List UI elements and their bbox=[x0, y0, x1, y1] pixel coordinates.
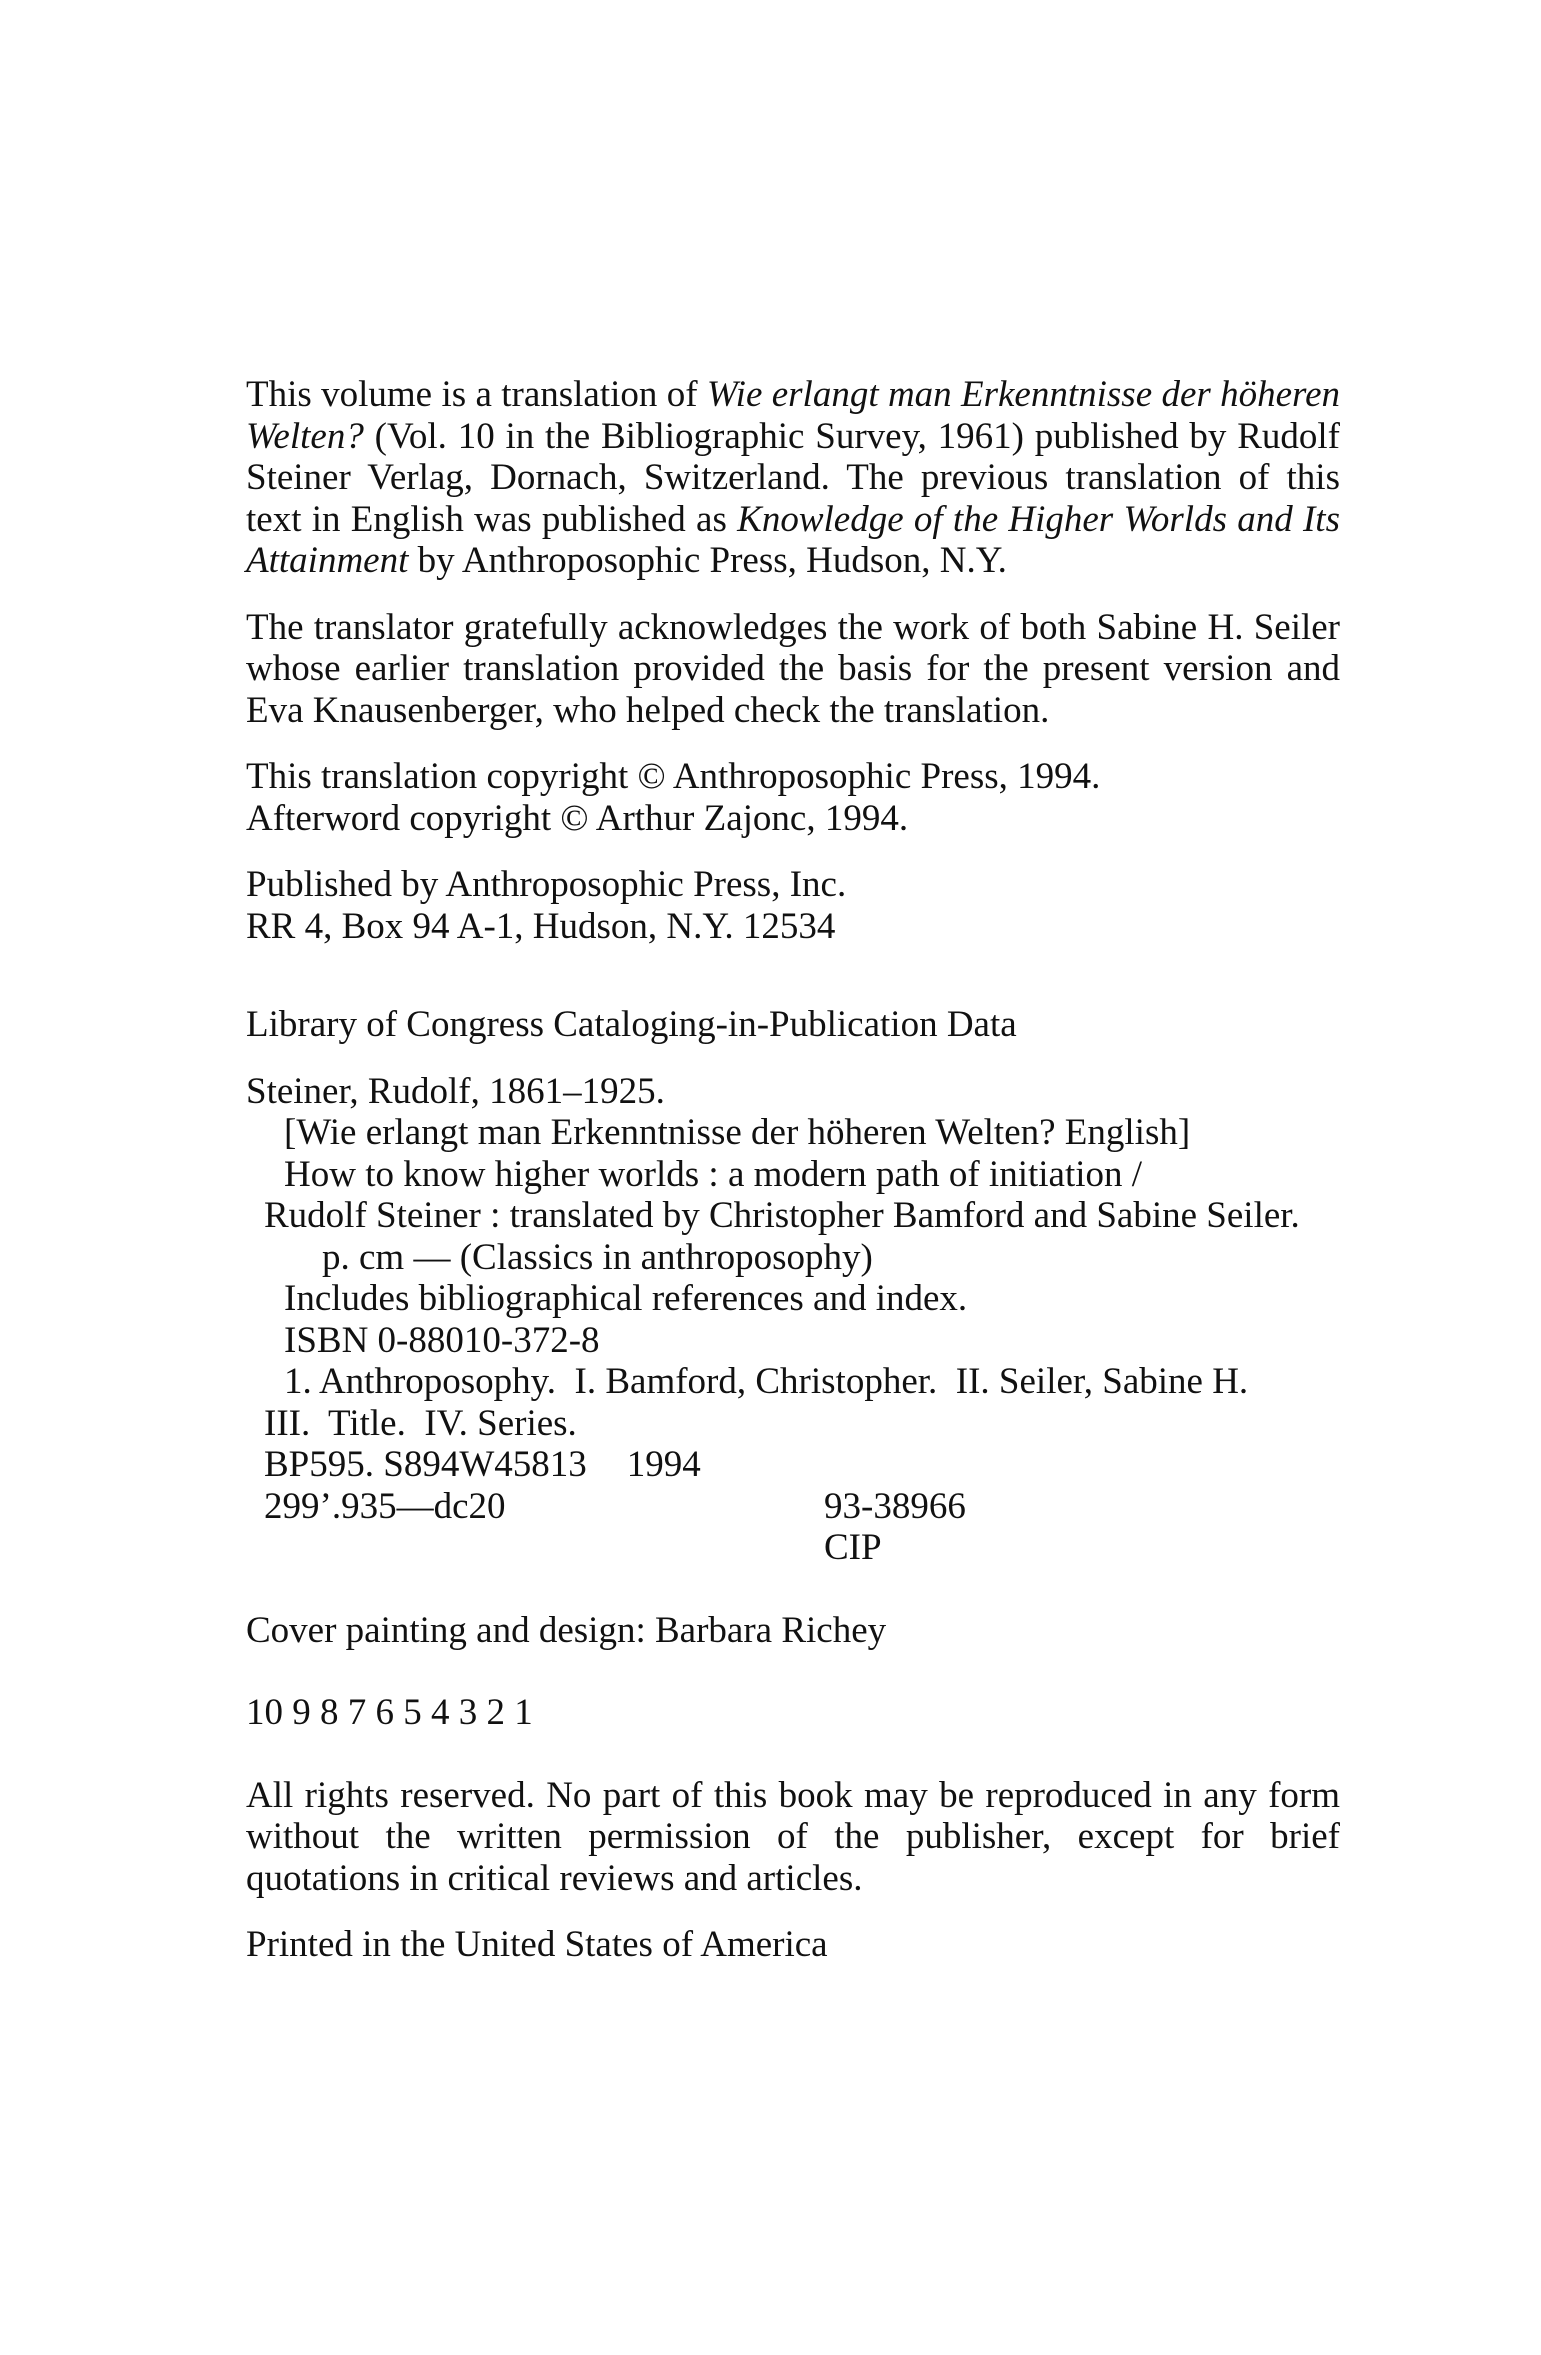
rights-statement: All rights reserved. No part of this book may be reproduced in any form without the written permission of the publisher, except for brief quotations in critical reviews and articles. bbox=[246, 1774, 1340, 1899]
cip-subjects-2: III. Title. IV. Series. bbox=[264, 1402, 577, 1444]
cip-lc-year: 1994 bbox=[626, 1444, 701, 1485]
acknowledgement: The translator gratefully acknowledges the work of both Sabine H. Seiler whose earlier translation provided the basis for the present version and Eva Knausenberger, who helped check the translation. bbox=[246, 606, 1340, 731]
cip-uniform-title: [Wie erlangt man Erkenntnisse der höheren Welten? English] bbox=[284, 1112, 1191, 1153]
publisher-address: RR 4, Box 94 A-1, Hudson, N.Y. 12534 bbox=[246, 905, 836, 947]
cip-title: How to know higher worlds : a modern path of initiation / bbox=[284, 1153, 1143, 1195]
previous-translation-title: Knowledge of the Higher Worlds and Its Attainment bbox=[246, 498, 1340, 581]
translation-note bbox=[246, 374, 1340, 582]
printed-in: Printed in the United States of America bbox=[246, 1924, 828, 1965]
translation-copyright: This translation copyright © Anthroposophic Press, 1994. bbox=[246, 756, 1101, 797]
cip-label: CIP bbox=[824, 1527, 882, 1568]
afterword-copyright: Afterword copyright © Arthur Zajonc, 1994. bbox=[246, 797, 909, 839]
printing-line: 10 9 8 7 6 5 4 3 2 1 bbox=[246, 1692, 533, 1733]
cip-author: Steiner, Rudolf, 1861–1925. bbox=[246, 1070, 665, 1112]
cip-dewey-line bbox=[246, 1486, 1340, 1528]
cip-isbn: ISBN 0-88010-372-8 bbox=[284, 1319, 600, 1361]
translation-note-text-1: This volume is a translation of bbox=[246, 374, 707, 415]
cip-notes: Includes bibliographical references and index. bbox=[284, 1278, 968, 1319]
original-title: Wie erlangt man Erkenntnisse der höheren Welten? bbox=[246, 374, 1340, 457]
copyright-page bbox=[246, 374, 1340, 1966]
publisher-name: Published by Anthroposophic Press, Inc. bbox=[246, 864, 847, 905]
cip-lc-call-line bbox=[246, 1444, 1340, 1486]
cip-block bbox=[246, 1071, 1340, 1569]
cip-lc-call: BP595. S894W45813 bbox=[264, 1444, 587, 1485]
cip-heading: Library of Congress Cataloging-in-Publication Data bbox=[246, 1004, 1017, 1045]
cip-dewey: 299’.935—dc20 bbox=[264, 1485, 506, 1527]
cip-responsibility: Rudolf Steiner : translated by Christopher Bamford and Sabine Seiler. bbox=[264, 1195, 1300, 1236]
translation-note-text-2: (Vol. 10 in the Bibliographic Survey, 1961) published by Rudolf Steiner Verlag, Dornach, Switzerland. The previous translation of this text in English was published as bbox=[246, 415, 1340, 540]
cip-physical: p. cm — (Classics in anthroposophy) bbox=[322, 1236, 873, 1278]
cip-lccn: 93-38966 bbox=[824, 1485, 966, 1527]
cip-subjects-1: 1. Anthroposophy. I. Bamford, Christopher. II. Seiler, Sabine H. bbox=[284, 1361, 1249, 1402]
translation-note-text-3: by Anthroposophic Press, Hudson, N.Y. bbox=[408, 540, 1007, 581]
cover-credit: Cover painting and design: Barbara Richey bbox=[246, 1609, 887, 1651]
